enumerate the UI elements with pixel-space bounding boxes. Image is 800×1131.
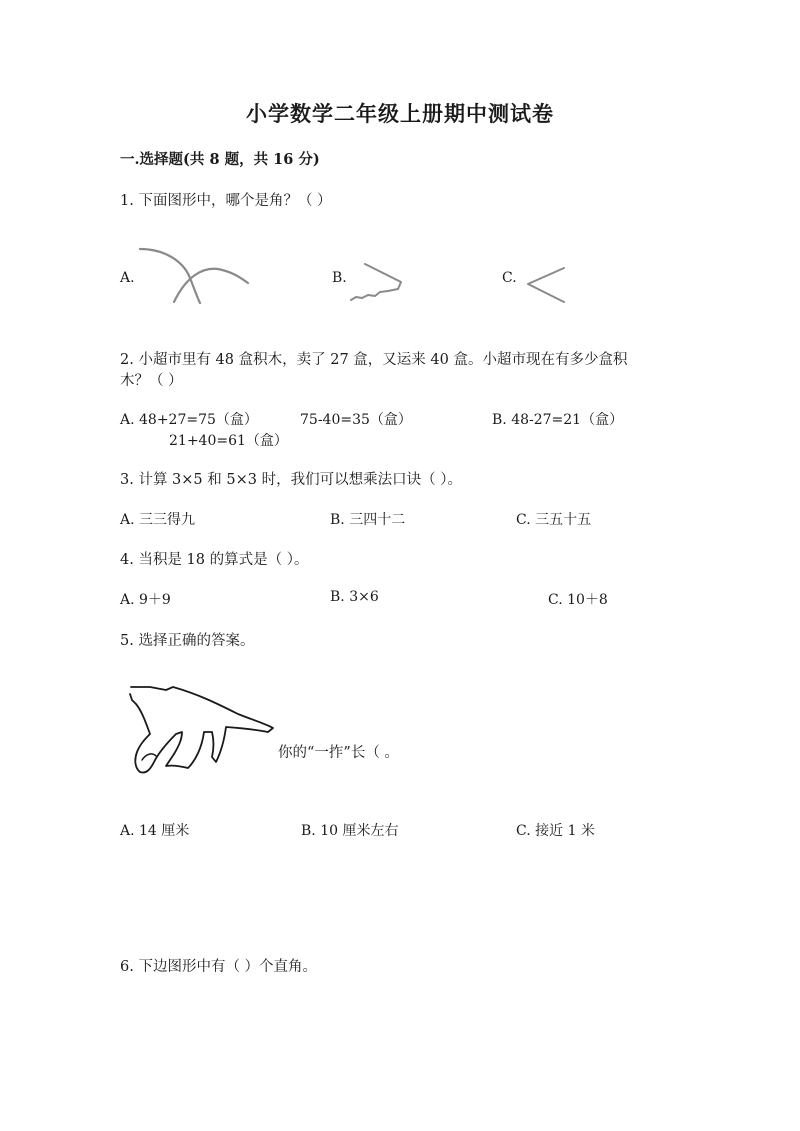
- question-5: 5. 选择正确的答案。: [120, 633, 255, 649]
- q1-option-c-label: C.: [502, 270, 517, 286]
- q3-option-c: C. 三五十五: [516, 512, 592, 528]
- q5-caption: 你的“一拃”长（ 。: [278, 745, 399, 761]
- q2-option-b-step-1: B. 48-27=21（盒）: [492, 412, 624, 428]
- q2-option-b-step-2: 21+40=61（盒）: [169, 433, 288, 449]
- q3-option-b: B. 三四十二: [330, 512, 406, 528]
- q1-figure-c-angle: [522, 264, 572, 306]
- question-6: 6. 下边图形中有（ ）个直角。: [120, 959, 318, 975]
- question-1: 1. 下面图形中，哪个是角？（ ）: [120, 193, 332, 209]
- q2-option-a-step-2: 75-40=35（盒）: [300, 412, 412, 428]
- q4-option-c: C. 10＋8: [548, 592, 608, 608]
- q1-option-b-label: B.: [332, 270, 347, 286]
- section-heading: 一.选择题(共 8 题，共 16 分): [120, 151, 320, 168]
- page-title: 小学数学二年级上册期中测试卷: [246, 101, 554, 126]
- q5-option-a: A. 14 厘米: [120, 823, 190, 839]
- q5-hand-span-drawing: [128, 682, 278, 777]
- q4-option-a: A. 9＋9: [120, 592, 171, 608]
- q1-option-a-label: A.: [120, 270, 135, 286]
- q5-option-c: C. 接近 1 米: [516, 823, 595, 839]
- question-3: 3. 计算 3×5 和 5×3 时，我们可以想乘法口诀（ ）。: [120, 472, 462, 488]
- question-2-line-2: 木？（ ）: [120, 373, 183, 389]
- q2-option-a-step-1: A. 48+27=75（盒）: [120, 412, 258, 428]
- q4-option-b: B. 3×6: [330, 589, 379, 605]
- q3-option-a: A. 三三得九: [120, 512, 196, 528]
- question-4: 4. 当积是 18 的算式是（ ）。: [120, 552, 309, 568]
- question-2-line-1: 2. 小超市里有 48 盒积木，卖了 27 盒，又运来 40 盒。小超市现在有多少盒积: [120, 352, 628, 368]
- q1-figure-b-jagged-line: [348, 260, 408, 302]
- q1-figure-a-crossing-curves: [138, 245, 253, 307]
- q5-option-b: B. 10 厘米左右: [301, 823, 399, 839]
